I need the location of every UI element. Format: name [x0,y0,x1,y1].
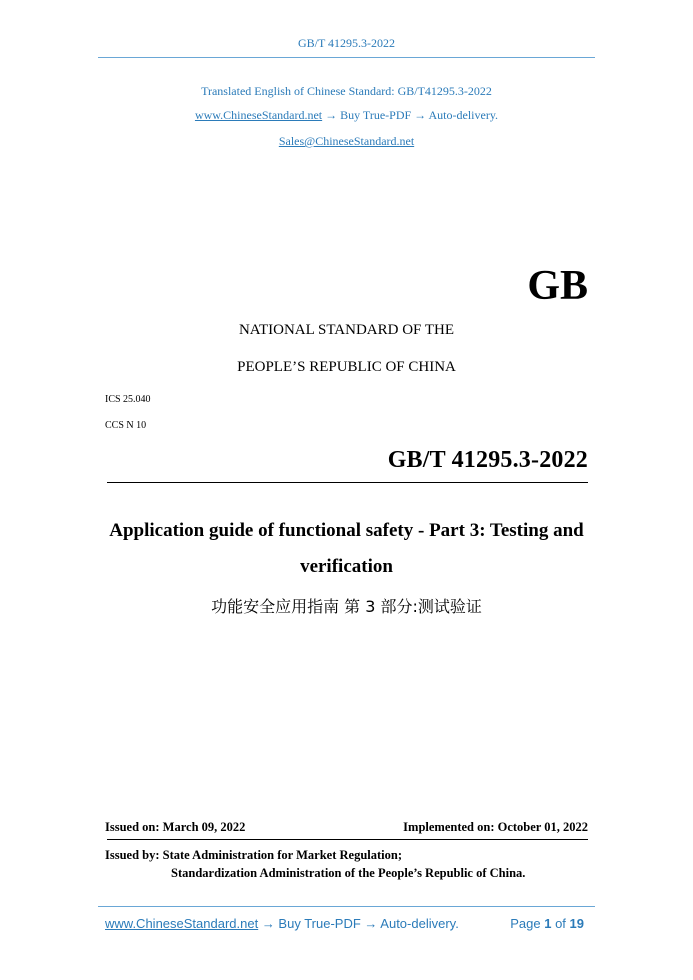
ccs-code: CCS N 10 [105,420,147,431]
promo-buy-line [0,108,693,123]
page-total: 19 [569,916,584,931]
page-label: Page [510,916,541,931]
promo-sales-link[interactable]: Sales@ChineseStandard.net [278,134,415,148]
footer-site-link[interactable]: www.ChineseStandard.net [105,916,259,931]
issued-on-date: Issued on: March 09, 2022 [105,820,246,834]
footer-promo [105,916,459,931]
chinese-title: 功能安全应用指南 第 3 部分:测试验证 [211,597,482,616]
document-title-line-1: Application guide of functional safety - Part 3: Testing and [109,520,584,541]
page-indicator [510,916,584,931]
promo-buy-text: → Buy True-PDF → Auto-delivery. [322,108,499,122]
national-title-line-1: NATIONAL STANDARD OF THE [238,322,455,338]
title-divider [107,482,588,483]
running-header: GB/T 41295.3-2022 [297,36,396,50]
of-label: of [555,916,566,931]
ics-code: ICS 25.040 [105,394,151,405]
issued-by-line-2: Standardization Administration of the People’s Republic of China. [171,866,526,880]
footer-divider [98,906,595,907]
promo-translation-line: Translated English of Chinese Standard: GB/T41295.3-2022 [201,84,492,98]
issued-by-line-1: Issued by: State Administration for Market Regulation; [105,848,402,862]
page-number: 1 [544,916,552,931]
standard-number: GB/T 41295.3-2022 [387,447,588,473]
promo-sales-line [0,134,693,149]
implemented-on-date: Implemented on: October 01, 2022 [403,820,588,834]
issue-divider [107,839,588,840]
document-title-line-2: verification [300,556,393,577]
gb-mark: GB [527,263,588,309]
national-title-line-2: PEOPLE’S REPUBLIC OF CHINA [237,359,456,375]
footer-buy-text: → Buy True-PDF → Auto-delivery. [258,916,459,931]
promo-site-link[interactable]: www.ChineseStandard.net [194,108,323,122]
header-divider [98,57,595,58]
